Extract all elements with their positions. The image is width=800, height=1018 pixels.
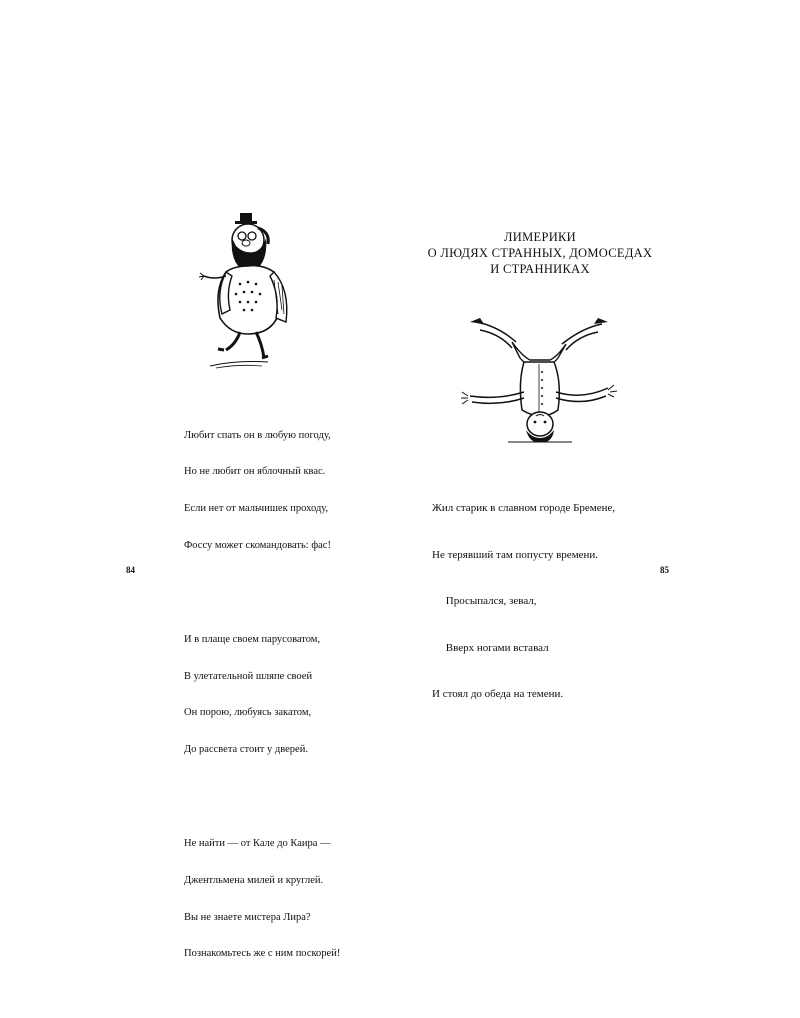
upside-down-man-illustration	[458, 312, 620, 444]
mr-lear-illustration	[196, 210, 306, 370]
verse-line: До рассвета стоит у дверей.	[184, 743, 308, 755]
left-page	[0, 0, 400, 960]
verse-line: Но не любит он яблочный квас.	[184, 466, 326, 478]
verse-line: Жил старик в славном городе Бремене,	[432, 502, 616, 514]
verse-line: Познакомьтесь же с ним поскорей!	[184, 948, 341, 960]
title-line: О ЛЮДЯХ СТРАННЫХ, ДОМОСЕДАХ	[427, 246, 653, 260]
verse-line: Фоссу может скомандовать: фас!	[184, 539, 331, 551]
left-poem	[184, 381, 340, 1018]
page-number: 84	[126, 565, 135, 575]
verse-line: Просыпался, зевал,	[432, 595, 537, 607]
title-line: И СТРАННИКАХ	[490, 262, 590, 276]
page-number: 85	[660, 565, 669, 575]
verse-line: Любит спать он в любую погоду,	[184, 429, 331, 441]
verse-line: И в плаще своем парусоватом,	[184, 634, 321, 646]
stanza	[184, 610, 340, 781]
limerick	[432, 470, 615, 734]
title-line: ЛИМЕРИКИ	[504, 230, 576, 244]
verse-line: Не терявший там попусту времени.	[432, 548, 599, 561]
verse-line: Он порою, любуясь закатом,	[184, 707, 312, 719]
verse-line: Вы не знаете мистера Лира?	[184, 911, 311, 923]
stanza	[184, 405, 340, 576]
stanza	[184, 814, 340, 985]
verse-line: Джентльмена милей и круглей.	[184, 874, 324, 886]
section-title	[420, 229, 660, 277]
verse-line: В улетательной шляпе своей	[184, 670, 313, 682]
verse-line: И стоял до обеда на темени.	[432, 688, 564, 700]
verse-line: Не найти — от Кале до Каира —	[184, 838, 331, 850]
verse-line: Если нет от мальчишек проходу,	[184, 503, 329, 515]
verse-line: Вверх ногами вставал	[432, 641, 549, 654]
